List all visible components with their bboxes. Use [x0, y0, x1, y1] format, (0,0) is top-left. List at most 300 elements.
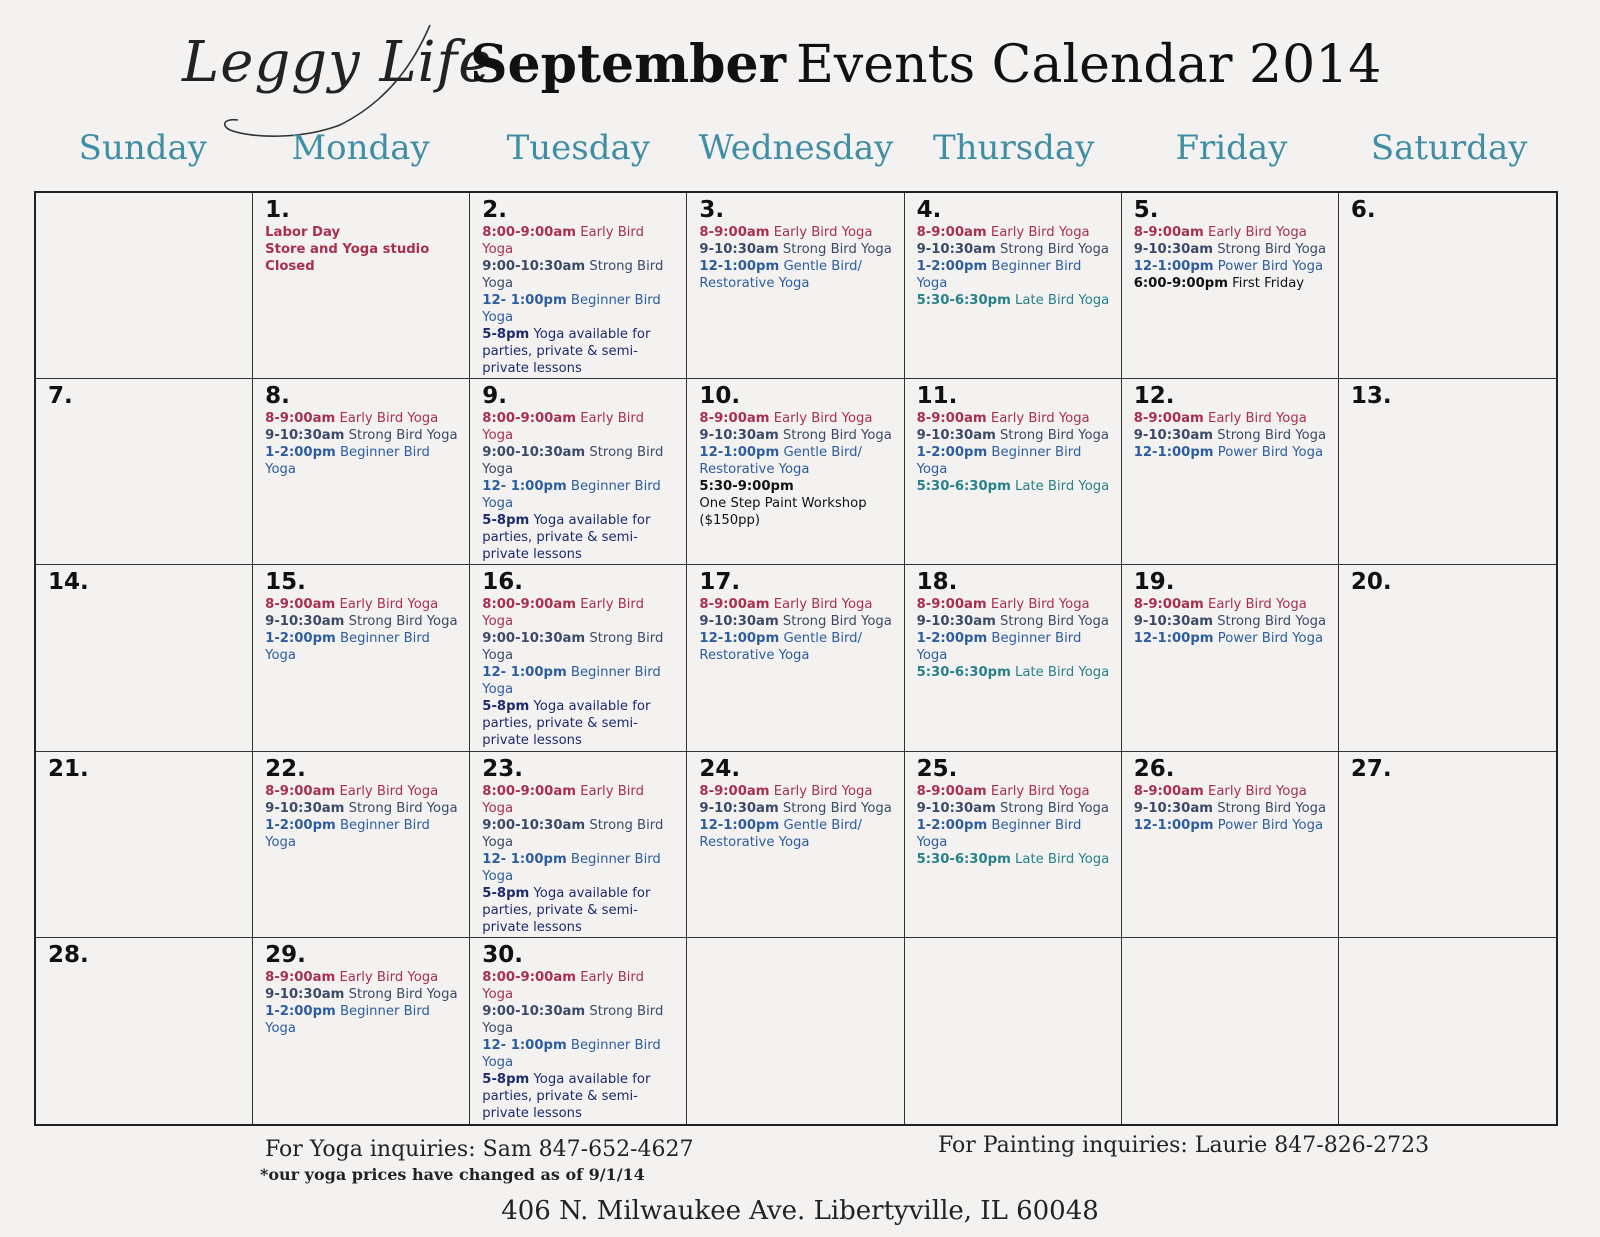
- event-entry: [1134, 630, 1328, 647]
- day-cell-23: [470, 752, 687, 938]
- day-number: 4.: [916, 197, 942, 223]
- day-cell-29: [253, 938, 470, 1124]
- event-time: 8-9:00am: [699, 783, 770, 799]
- event-entry: [1134, 444, 1328, 461]
- event-time: 12- 1:00pm: [482, 665, 567, 681]
- event-entry: [699, 410, 893, 427]
- event-time: 5:30-6:30pm: [916, 479, 1011, 495]
- painting-inquiries: For Painting inquiries: Laurie 847-826-2723: [938, 1133, 1430, 1158]
- event-title: Early Bird Yoga: [339, 411, 439, 427]
- event-time: 8-9:00am: [265, 783, 336, 799]
- event-entry: [917, 444, 1111, 478]
- event-time: 8-9:00am: [699, 225, 770, 240]
- event-time: 9:00-10:30am: [482, 817, 586, 833]
- event-entry: [265, 427, 459, 444]
- event-title: Beginner Bird Yoga: [916, 259, 1082, 291]
- event-title: Gentle Bird/ Restorative Yoga: [699, 817, 862, 850]
- event-time: 1-2:00pm: [916, 259, 988, 274]
- event-time: 12-1:00pm: [699, 445, 780, 461]
- holiday-text: Store and Yoga studio: [265, 242, 430, 257]
- day-number: 8.: [265, 383, 290, 410]
- event-entry: [482, 1003, 676, 1037]
- event-title: Strong Bird Yoga: [1217, 428, 1327, 444]
- event-time: 5-8pm: [482, 327, 530, 342]
- day-cell-12: [1122, 379, 1339, 565]
- event-time: 12-1:00pm: [699, 631, 780, 647]
- event-title: Early Bird Yoga: [990, 597, 1090, 613]
- event-time: 9-10:30am: [265, 800, 345, 816]
- day-number: 20.: [1350, 569, 1392, 596]
- event-entry: [265, 986, 459, 1003]
- event-title: Strong Bird Yoga: [348, 614, 458, 630]
- event-entry: [265, 969, 459, 986]
- day-cell-20: [1339, 565, 1556, 751]
- event-title: Early Bird Yoga: [482, 411, 644, 444]
- event-title: Gentle Bird/ Restorative Yoga: [699, 259, 862, 291]
- event-title: Gentle Bird/ Restorative Yoga: [699, 631, 862, 664]
- event-time: 8-9:00am: [265, 969, 336, 985]
- event-time: 9-10:30am: [699, 428, 779, 444]
- event-entry: [482, 224, 676, 258]
- event-title: Early Bird Yoga: [1208, 411, 1307, 427]
- event-time: 8-9:00am: [916, 783, 987, 799]
- event-time: 5:30-9:00pm: [699, 479, 794, 495]
- event-title: Strong Bird Yoga: [1000, 800, 1109, 816]
- event-entry: [1134, 275, 1328, 292]
- day-number: 17.: [699, 569, 741, 596]
- event-time: 5:30-6:30pm: [916, 293, 1011, 308]
- event-entry: [482, 1071, 676, 1122]
- event-title: Yoga available for parties, private & semi-private lessons: [482, 327, 651, 376]
- event-time: 12-1:00pm: [699, 817, 780, 833]
- event-entry: [1134, 596, 1328, 613]
- event-title: Beginner Bird Yoga: [482, 851, 661, 884]
- day-number: 16.: [482, 569, 524, 596]
- event-entry: [482, 698, 676, 749]
- yoga-inquiries: For Yoga inquiries: Sam 847-652-4627: [265, 1137, 694, 1162]
- event-title: Early Bird Yoga: [990, 411, 1090, 427]
- day-number: 28.: [48, 941, 89, 968]
- yoga-price-note: *our yoga prices have changed as of 9/1/14: [260, 1165, 645, 1184]
- event-title: Strong Bird Yoga: [782, 242, 892, 257]
- event-time: 5-8pm: [482, 885, 530, 901]
- event-title: Yoga available for parties, private & semi-private lessons: [482, 1071, 651, 1121]
- event-time: 8-9:00am: [699, 411, 770, 427]
- title-rest: Events Calendar 2014: [795, 35, 1382, 95]
- event-entry: [917, 292, 1111, 309]
- event-time: 9-10:30am: [1133, 428, 1213, 444]
- event-title: Strong Bird Yoga: [482, 1003, 664, 1036]
- event-entry: [482, 478, 676, 512]
- event-title: Beginner Bird Yoga: [482, 665, 661, 698]
- holiday-text: Labor Day: [265, 225, 341, 240]
- event-entry: [482, 596, 676, 630]
- event-title: Power Bird Yoga: [1217, 259, 1324, 274]
- event-title: Strong Bird Yoga: [348, 800, 458, 816]
- event-entry: [265, 630, 459, 664]
- calendar-grid: [34, 191, 1558, 1126]
- day-cell-24: [687, 752, 904, 938]
- day-cell-1: [253, 193, 470, 379]
- day-cell-30: [470, 938, 687, 1124]
- event-title: Strong Bird Yoga: [482, 259, 664, 291]
- event-time: 9-10:30am: [1133, 800, 1213, 816]
- day-number: 15.: [265, 569, 306, 596]
- event-time: 9-10:30am: [916, 242, 996, 257]
- event-time: 1-2:00pm: [265, 817, 336, 833]
- event-time: 5:30-6:30pm: [916, 851, 1011, 867]
- event-title: Early Bird Yoga: [1208, 783, 1307, 799]
- event-title: Beginner Bird Yoga: [916, 445, 1082, 478]
- event-entry: [699, 444, 893, 478]
- event-time: 12-1:00pm: [1133, 631, 1214, 647]
- day-cell-28: [36, 938, 253, 1124]
- day-number: 1.: [265, 197, 290, 223]
- event-title: Beginner Bird Yoga: [265, 817, 430, 850]
- event-time: 8-9:00am: [265, 411, 336, 427]
- event-time: 1-2:00pm: [916, 817, 988, 833]
- event-entry: [482, 444, 676, 478]
- day-number: 6.: [1350, 197, 1376, 223]
- day-number: 29.: [265, 941, 306, 968]
- event-title: Early Bird Yoga: [990, 783, 1090, 799]
- event-entry: [699, 224, 893, 241]
- event-title: Beginner Bird Yoga: [265, 445, 430, 478]
- holiday-text: Closed: [265, 259, 315, 274]
- day-cell-3: [687, 193, 904, 379]
- event-time: 9-10:30am: [265, 986, 345, 1002]
- event-time: 9-10:30am: [916, 800, 996, 816]
- event-time: 9:00-10:30am: [482, 1003, 586, 1019]
- event-entry: [482, 969, 676, 1003]
- event-time: 9:00-10:30am: [482, 259, 586, 274]
- event-title: Strong Bird Yoga: [782, 800, 892, 816]
- day-cell-5: [1122, 193, 1339, 379]
- event-time: 8-9:00am: [265, 597, 336, 613]
- event-title: Late Bird Yoga: [1015, 479, 1110, 495]
- event-entry: [699, 596, 893, 613]
- event-entry: [265, 410, 459, 427]
- event-time: 1-2:00pm: [916, 445, 988, 461]
- event-entry: [1134, 817, 1328, 834]
- event-time: 1-2:00pm: [265, 631, 336, 647]
- event-entry: [482, 292, 676, 326]
- day-cell-26: [1122, 752, 1339, 938]
- event-title: Yoga available for parties, private & semi-private lessons: [482, 699, 651, 749]
- event-time: 8:00-9:00am: [482, 783, 576, 799]
- empty-day-cell: [1122, 938, 1339, 1124]
- event-entry: [1134, 224, 1328, 241]
- day-number: 26.: [1133, 755, 1175, 782]
- event-time: 8-9:00am: [699, 597, 770, 613]
- event-entry: [699, 613, 893, 630]
- event-title: Power Bird Yoga: [1217, 631, 1324, 647]
- event-entry: [482, 410, 676, 444]
- event-time: 8:00-9:00am: [482, 597, 576, 613]
- event-entry: [699, 630, 893, 664]
- day-number: 2.: [482, 197, 508, 223]
- event-entry: [482, 664, 676, 698]
- event-entry: [1134, 800, 1328, 817]
- event-time: 8-9:00am: [1133, 597, 1204, 613]
- day-number: 22.: [265, 755, 306, 782]
- event-entry: [265, 817, 459, 851]
- event-time: 9:00-10:30am: [482, 445, 586, 461]
- event-entry: [1134, 783, 1328, 800]
- day-cell-4: [905, 193, 1122, 379]
- event-entry: [482, 512, 676, 563]
- empty-day-cell: [1339, 938, 1556, 1124]
- event-entry: [265, 596, 459, 613]
- event-title: Late Bird Yoga: [1015, 293, 1110, 308]
- event-entry: [1134, 241, 1328, 258]
- event-entry: [917, 851, 1111, 868]
- day-cell-15: [253, 565, 470, 751]
- day-number: 11.: [916, 383, 958, 410]
- event-title: Yoga available for parties, private & semi-private lessons: [482, 885, 651, 935]
- event-title: Early Bird Yoga: [773, 597, 873, 613]
- day-number: 18.: [916, 569, 958, 596]
- store-address: 406 N. Milwaukee Ave. Libertyville, IL 60048: [501, 1196, 1099, 1226]
- event-title: Strong Bird Yoga: [782, 428, 892, 444]
- title-month: September: [470, 34, 786, 95]
- day-cell-8: [253, 379, 470, 565]
- event-time: 8-9:00am: [916, 225, 987, 240]
- event-entry: [917, 258, 1111, 292]
- day-number: 5.: [1133, 197, 1159, 223]
- event-title: Strong Bird Yoga: [482, 817, 664, 850]
- event-title: Beginner Bird Yoga: [482, 293, 661, 325]
- event-entry: [1134, 613, 1328, 630]
- day-number: 23.: [482, 755, 524, 782]
- event-time: 9:00-10:30am: [482, 631, 586, 647]
- event-time: 9-10:30am: [265, 614, 345, 630]
- event-entry: [482, 326, 676, 377]
- event-title: Early Bird Yoga: [773, 225, 873, 240]
- event-title: Power Bird Yoga: [1217, 817, 1324, 833]
- day-cell-10: [687, 379, 904, 565]
- day-number: 12.: [1133, 383, 1175, 410]
- event-time: 12- 1:00pm: [482, 479, 567, 495]
- event-time: 5-8pm: [482, 513, 530, 529]
- logo: Leggy Life: [182, 30, 493, 95]
- day-cell-18: [905, 565, 1122, 751]
- day-cell-21: [36, 752, 253, 938]
- day-number: 10.: [699, 383, 741, 410]
- event-title: Strong Bird Yoga: [482, 631, 664, 664]
- event-entry: [917, 427, 1111, 444]
- event-time: 9-10:30am: [265, 428, 345, 444]
- day-cell-17: [687, 565, 904, 751]
- event-title: Strong Bird Yoga: [1000, 428, 1109, 444]
- event-time: 12-1:00pm: [1133, 259, 1214, 274]
- event-time: 12-1:00pm: [1133, 817, 1214, 833]
- event-entry: [917, 596, 1111, 613]
- event-title: Early Bird Yoga: [773, 411, 873, 427]
- event-title: Strong Bird Yoga: [1217, 614, 1327, 630]
- event-entry: [699, 478, 893, 529]
- day-number: 25.: [916, 755, 958, 782]
- event-entry: [265, 783, 459, 800]
- event-title: Strong Bird Yoga: [482, 445, 664, 478]
- event-title: Late Bird Yoga: [1015, 851, 1110, 867]
- event-time: 9-10:30am: [699, 242, 779, 257]
- event-time: 8-9:00am: [916, 597, 987, 613]
- event-entry: [265, 800, 459, 817]
- event-time: 9-10:30am: [916, 614, 996, 630]
- event-time: 12- 1:00pm: [482, 851, 567, 867]
- event-time: 12-1:00pm: [1133, 445, 1214, 461]
- weekday-header-wednesday: Wednesday: [698, 128, 894, 168]
- event-title: Beginner Bird Yoga: [916, 817, 1082, 850]
- event-time: 8-9:00am: [1133, 225, 1204, 240]
- weekday-header-tuesday: Tuesday: [506, 128, 650, 168]
- event-entry: [1134, 410, 1328, 427]
- event-title: Strong Bird Yoga: [1000, 242, 1109, 257]
- page-title: [470, 34, 1381, 95]
- day-cell-9: [470, 379, 687, 565]
- event-entry: [917, 630, 1111, 664]
- event-time: 8-9:00am: [1133, 783, 1204, 799]
- empty-day-cell: [905, 938, 1122, 1124]
- event-time: 9-10:30am: [699, 800, 779, 816]
- event-time: 12- 1:00pm: [482, 1037, 567, 1053]
- event-title: Yoga available for parties, private & semi-private lessons: [482, 513, 651, 563]
- event-title: Beginner Bird Yoga: [265, 1003, 430, 1036]
- event-title: Early Bird Yoga: [339, 783, 439, 799]
- weekday-header-row: [34, 128, 1558, 178]
- event-entry: [917, 410, 1111, 427]
- day-cell-2: [470, 193, 687, 379]
- event-entry: [1134, 258, 1328, 275]
- event-entry: [482, 817, 676, 851]
- event-entry: [265, 613, 459, 630]
- day-number: 30.: [482, 941, 524, 968]
- event-title: Strong Bird Yoga: [348, 428, 458, 444]
- event-entry: [265, 1003, 459, 1037]
- event-title: Early Bird Yoga: [773, 783, 873, 799]
- event-title: Late Bird Yoga: [1015, 665, 1110, 681]
- weekday-header-saturday: Saturday: [1370, 128, 1528, 168]
- day-number: 13.: [1350, 383, 1392, 410]
- event-time: 9-10:30am: [1133, 242, 1213, 257]
- event-time: 12-1:00pm: [699, 259, 780, 274]
- event-time: 8:00-9:00am: [482, 969, 576, 985]
- day-cell-16: [470, 565, 687, 751]
- event-title: Beginner Bird Yoga: [482, 479, 661, 512]
- event-entry: [917, 478, 1111, 495]
- event-entry: [917, 224, 1111, 241]
- event-title: Early Bird Yoga: [339, 597, 439, 613]
- event-entry: [917, 783, 1111, 800]
- day-number: 27.: [1350, 755, 1392, 782]
- day-cell-7: [36, 379, 253, 565]
- event-title: Early Bird Yoga: [1208, 225, 1307, 240]
- empty-day-cell: [687, 938, 904, 1124]
- event-title: Early Bird Yoga: [1208, 597, 1307, 613]
- day-number: 9.: [482, 383, 508, 410]
- event-title: Strong Bird Yoga: [348, 986, 458, 1002]
- event-entry: [699, 817, 893, 851]
- event-entry: [482, 258, 676, 292]
- event-time: 9-10:30am: [1133, 614, 1213, 630]
- event-time: 8:00-9:00am: [482, 411, 576, 427]
- event-time: 8:00-9:00am: [482, 225, 576, 240]
- event-title: Early Bird Yoga: [482, 783, 644, 816]
- event-entry: [1134, 427, 1328, 444]
- event-entry: [482, 851, 676, 885]
- event-time: 8-9:00am: [1133, 411, 1204, 427]
- event-time: 5:30-6:30pm: [916, 665, 1011, 681]
- day-cell-27: [1339, 752, 1556, 938]
- event-entry: [917, 664, 1111, 681]
- event-title: Gentle Bird/ Restorative Yoga: [699, 445, 862, 478]
- day-cell-11: [905, 379, 1122, 565]
- event-time: 6:00-9:00pm: [1133, 276, 1228, 291]
- event-title: Early Bird Yoga: [990, 225, 1090, 240]
- event-entry: [917, 613, 1111, 630]
- event-time: 1-2:00pm: [265, 1003, 336, 1019]
- event-time: 9-10:30am: [699, 614, 779, 630]
- event-time: 8-9:00am: [916, 411, 987, 427]
- event-entry: [699, 800, 893, 817]
- event-title: Beginner Bird Yoga: [265, 631, 430, 664]
- day-cell-6: [1339, 193, 1556, 379]
- event-entry: [699, 427, 893, 444]
- weekday-header-friday: Friday: [1175, 128, 1288, 168]
- empty-day-cell: [36, 193, 253, 379]
- day-cell-19: [1122, 565, 1339, 751]
- event-title: Strong Bird Yoga: [1217, 800, 1327, 816]
- event-title: Early Bird Yoga: [482, 225, 644, 257]
- event-entry: [917, 241, 1111, 258]
- event-entry: [482, 1037, 676, 1071]
- event-title: Early Bird Yoga: [482, 597, 644, 630]
- day-number: 19.: [1133, 569, 1175, 596]
- event-entry: [482, 885, 676, 936]
- weekday-header-sunday: Sunday: [78, 128, 208, 168]
- day-cell-14: [36, 565, 253, 751]
- day-number: 24.: [699, 755, 741, 782]
- event-title: Strong Bird Yoga: [1217, 242, 1327, 257]
- event-title: One Step Paint Workshop ($150pp): [699, 496, 867, 529]
- event-entry: [482, 630, 676, 664]
- event-title: Strong Bird Yoga: [782, 614, 892, 630]
- event-time: 5-8pm: [482, 699, 530, 715]
- event-time: 1-2:00pm: [916, 631, 988, 647]
- event-entry: [265, 444, 459, 478]
- event-time: 5-8pm: [482, 1071, 530, 1087]
- event-time: 9-10:30am: [916, 428, 996, 444]
- event-entry: [482, 783, 676, 817]
- event-time: 12- 1:00pm: [482, 293, 567, 308]
- weekday-header-monday: Monday: [291, 128, 430, 168]
- day-cell-22: [253, 752, 470, 938]
- day-cell-13: [1339, 379, 1556, 565]
- event-entry: [699, 241, 893, 258]
- event-title: Beginner Bird Yoga: [482, 1037, 661, 1070]
- day-number: 14.: [48, 569, 89, 596]
- event-title: Strong Bird Yoga: [1000, 614, 1109, 630]
- event-time: 1-2:00pm: [265, 445, 336, 461]
- event-title: Beginner Bird Yoga: [916, 631, 1082, 664]
- event-entry: [917, 817, 1111, 851]
- event-entry: [917, 800, 1111, 817]
- event-title: Power Bird Yoga: [1217, 445, 1324, 461]
- day-cell-25: [905, 752, 1122, 938]
- day-number: 21.: [48, 755, 89, 782]
- weekday-header-thursday: Thursday: [932, 128, 1095, 168]
